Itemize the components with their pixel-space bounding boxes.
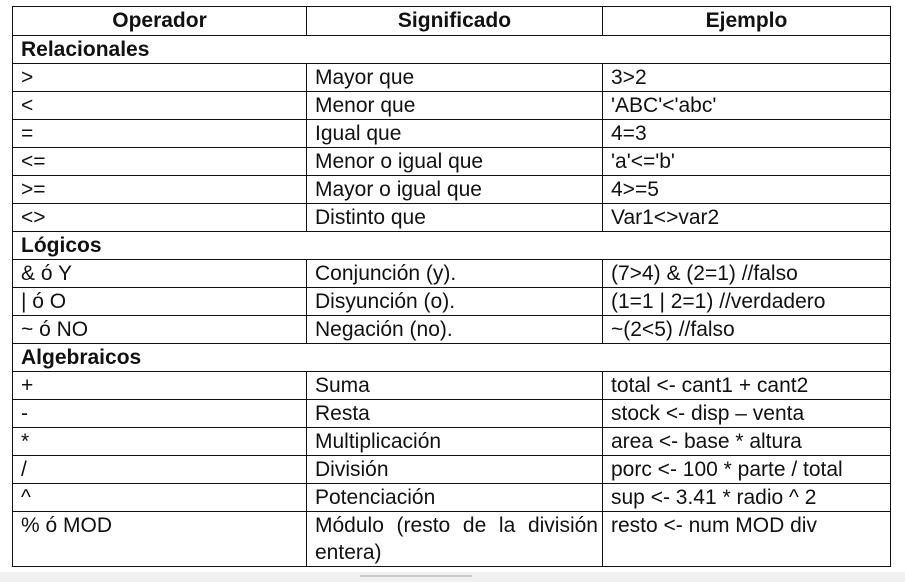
operator-cell: =: [13, 120, 307, 148]
example-cell: ~(2<5) //falso: [603, 316, 891, 344]
scroll-indicator: [360, 575, 472, 577]
meaning-cell: Multiplicación: [307, 428, 603, 456]
table-row: [13, 512, 891, 567]
operator-cell: <=: [13, 148, 307, 176]
example-cell: stock <- disp – venta: [603, 400, 891, 428]
example-cell: 4>=5: [603, 176, 891, 204]
table-row: [13, 148, 891, 176]
table-row: [13, 92, 891, 120]
operator-cell: *: [13, 428, 307, 456]
example-cell: sup <- 3.41 * radio ^ 2: [603, 484, 891, 512]
operator-cell: & ó Y: [13, 260, 307, 288]
meaning-cell: Mayor que: [307, 64, 603, 92]
section-title-relational: Relacionales: [13, 36, 891, 64]
meaning-cell: Menor que: [307, 92, 603, 120]
viewer-bottom-bar: [0, 572, 905, 582]
header-row: [13, 7, 891, 36]
operator-cell: | ó O: [13, 288, 307, 316]
example-cell: total <- cant1 + cant2: [603, 372, 891, 400]
table-row: [13, 288, 891, 316]
header-example: Ejemplo: [603, 7, 891, 36]
table-row: [13, 120, 891, 148]
meaning-cell: Conjunción (y).: [307, 260, 603, 288]
table-row: [13, 428, 891, 456]
operator-cell: ^: [13, 484, 307, 512]
meaning-cell: Menor o igual que: [307, 148, 603, 176]
table-row: [13, 64, 891, 92]
meaning-cell: Suma: [307, 372, 603, 400]
table-row: [13, 456, 891, 484]
example-cell: 4=3: [603, 120, 891, 148]
operators-table-container: [12, 6, 890, 567]
table-row: [13, 484, 891, 512]
section-row-relational: [13, 36, 891, 64]
operator-cell: ~ ó NO: [13, 316, 307, 344]
table-row: [13, 204, 891, 232]
example-cell: porc <- 100 * parte / total: [603, 456, 891, 484]
operator-cell: % ó MOD: [13, 512, 307, 567]
table-row: [13, 400, 891, 428]
example-cell: 3>2: [603, 64, 891, 92]
meaning-cell: Resta: [307, 400, 603, 428]
operator-cell: >=: [13, 176, 307, 204]
meaning-cell: Igual que: [307, 120, 603, 148]
example-cell: 'ABC'<'abc': [603, 92, 891, 120]
section-row-logical: [13, 232, 891, 260]
example-cell: (1=1 | 2=1) //verdadero: [603, 288, 891, 316]
meaning-cell: Mayor o igual que: [307, 176, 603, 204]
example-cell: 'a'<='b': [603, 148, 891, 176]
meaning-cell: Distinto que: [307, 204, 603, 232]
operator-cell: -: [13, 400, 307, 428]
meaning-cell: Negación (no).: [307, 316, 603, 344]
table-row: [13, 316, 891, 344]
meaning-cell: Módulo (resto de la división entera): [307, 512, 603, 567]
meaning-cell: División: [307, 456, 603, 484]
meaning-cell: Disyunción (o).: [307, 288, 603, 316]
header-operator: Operador: [13, 7, 307, 36]
table-row: [13, 260, 891, 288]
operator-cell: >: [13, 64, 307, 92]
operator-cell: /: [13, 456, 307, 484]
example-cell: area <- base * altura: [603, 428, 891, 456]
meaning-cell: Potenciación: [307, 484, 603, 512]
operator-cell: <: [13, 92, 307, 120]
example-cell: (7>4) & (2=1) //falso: [603, 260, 891, 288]
example-cell: Var1<>var2: [603, 204, 891, 232]
operator-cell: <>: [13, 204, 307, 232]
example-cell: resto <- num MOD div: [603, 512, 891, 567]
section-title-algebraic: Algebraicos: [13, 344, 891, 372]
table-row: [13, 176, 891, 204]
section-title-logical: Lógicos: [13, 232, 891, 260]
section-row-algebraic: [13, 344, 891, 372]
operator-cell: +: [13, 372, 307, 400]
header-meaning: Significado: [307, 7, 603, 36]
table-row: [13, 372, 891, 400]
operators-table: [12, 6, 891, 567]
